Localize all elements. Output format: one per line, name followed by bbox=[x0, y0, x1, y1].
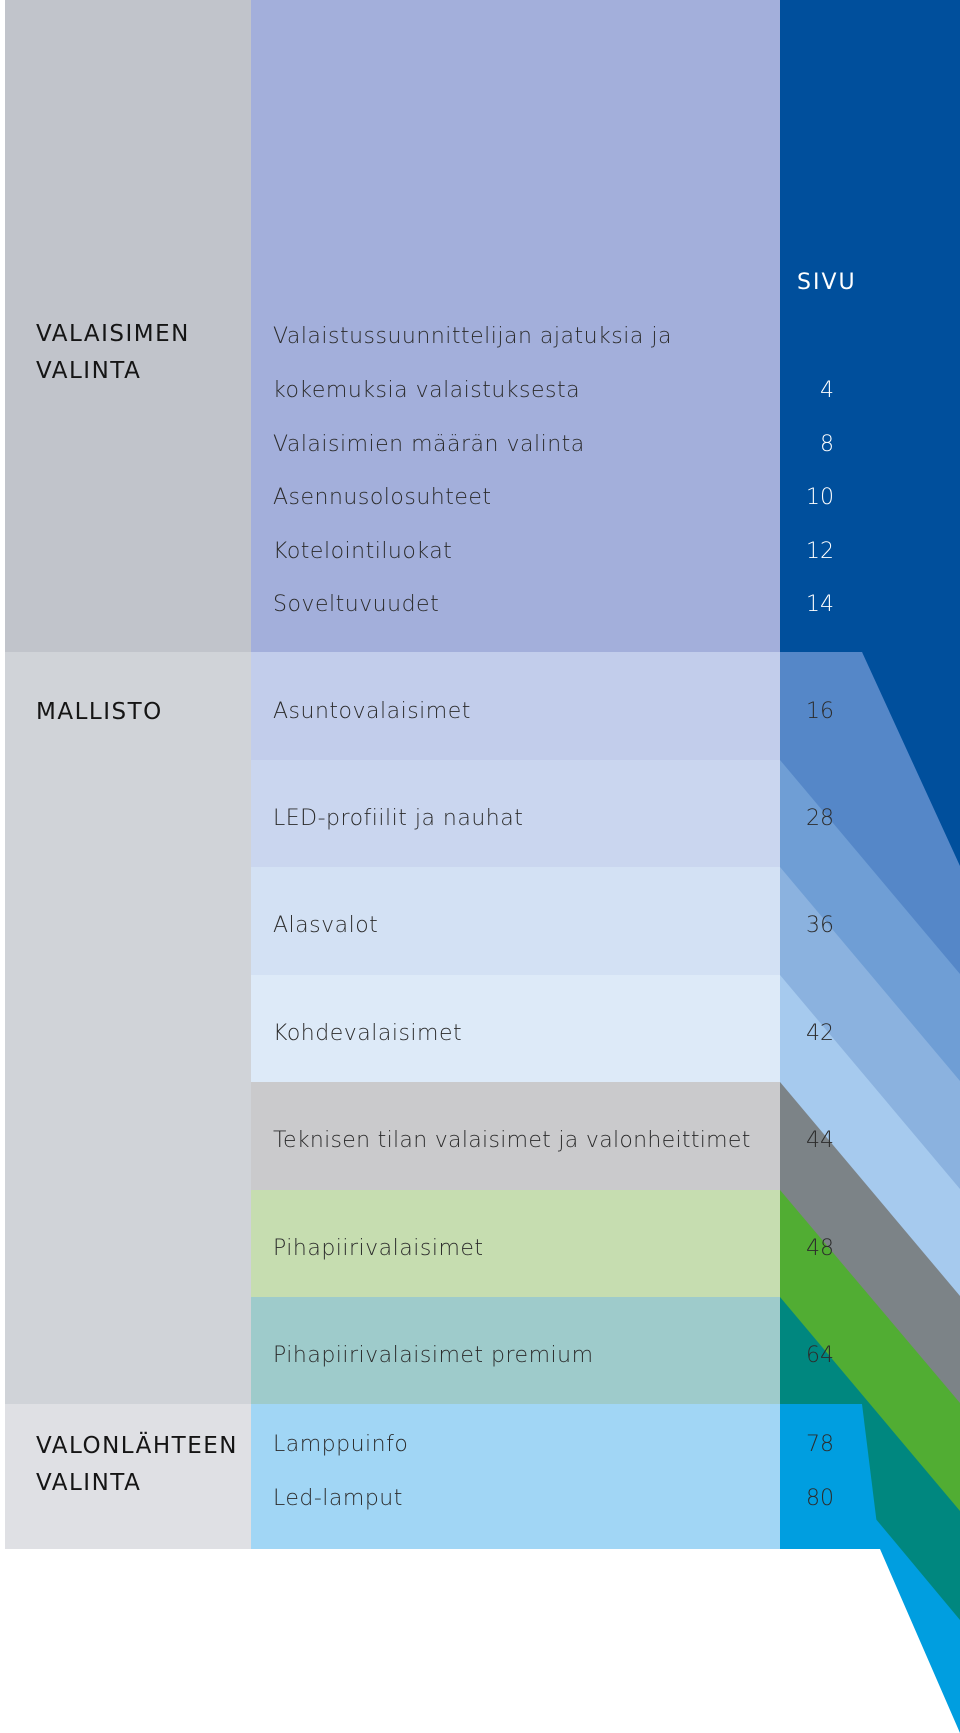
toc-entry-page[interactable]: 28 bbox=[806, 806, 834, 831]
section-title-line: VALINTA bbox=[36, 358, 142, 384]
toc-entry-label[interactable]: Led-lamput bbox=[273, 1486, 403, 1511]
toc-entry-label[interactable]: Lamppuinfo bbox=[273, 1432, 409, 1457]
toc-entry-label[interactable]: Valaisimien määrän valinta bbox=[273, 432, 585, 457]
toc-entry-page[interactable]: 42 bbox=[806, 1021, 834, 1046]
toc-entry-page[interactable]: 4 bbox=[820, 378, 834, 403]
page-column-header: SIVU bbox=[797, 270, 857, 295]
toc-entry-page[interactable]: 36 bbox=[806, 913, 834, 938]
section-title-valaisimen bbox=[36, 316, 190, 390]
toc-entry-page[interactable]: 10 bbox=[806, 485, 834, 510]
toc-entry-label[interactable]: Valaistussuunnittelijan ajatuksia ja bbox=[273, 324, 672, 349]
toc-entry-page[interactable]: 14 bbox=[806, 592, 834, 617]
section-title-mallisto: MALLISTO bbox=[36, 699, 163, 725]
toc-entry-label[interactable]: Asuntovalaisimet bbox=[273, 699, 471, 724]
toc-entry-label[interactable]: Kotelointiluokat bbox=[273, 539, 453, 564]
section-title-line: VALONLÄHTEEN bbox=[36, 1433, 238, 1459]
section-title-valonlahteen bbox=[36, 1428, 238, 1502]
toc-entry-page[interactable]: 64 bbox=[806, 1343, 834, 1368]
toc-entry-label[interactable]: Soveltuvuudet bbox=[273, 592, 440, 617]
toc-entry-page[interactable]: 12 bbox=[806, 539, 834, 564]
toc-entry-label[interactable]: Kohdevalaisimet bbox=[273, 1021, 463, 1046]
toc-entry-page[interactable]: 78 bbox=[806, 1432, 834, 1457]
toc-entry-page[interactable]: 80 bbox=[806, 1486, 834, 1511]
toc-entry-page[interactable]: 16 bbox=[806, 699, 834, 724]
toc-entry-page[interactable]: 8 bbox=[820, 432, 834, 457]
toc-entry-label[interactable]: Asennusolosuhteet bbox=[273, 485, 492, 510]
toc-entry-label[interactable]: kokemuksia valaistuksesta bbox=[273, 378, 581, 403]
section-title-line: VALAISIMEN bbox=[36, 321, 190, 347]
section-title-line: VALINTA bbox=[36, 1470, 142, 1496]
toc-entry-page[interactable]: 48 bbox=[806, 1236, 834, 1261]
toc-entry-page[interactable]: 44 bbox=[806, 1128, 834, 1153]
toc-entry-label[interactable]: Teknisen tilan valaisimet ja valonheittimet bbox=[273, 1128, 751, 1153]
toc-entry-label[interactable]: LED-profiilit ja nauhat bbox=[273, 806, 524, 831]
toc-entry-label[interactable]: Pihapiirivalaisimet premium bbox=[273, 1343, 594, 1368]
toc-entry-label[interactable]: Pihapiirivalaisimet bbox=[273, 1236, 484, 1261]
toc-entry-label[interactable]: Alasvalot bbox=[273, 913, 379, 938]
